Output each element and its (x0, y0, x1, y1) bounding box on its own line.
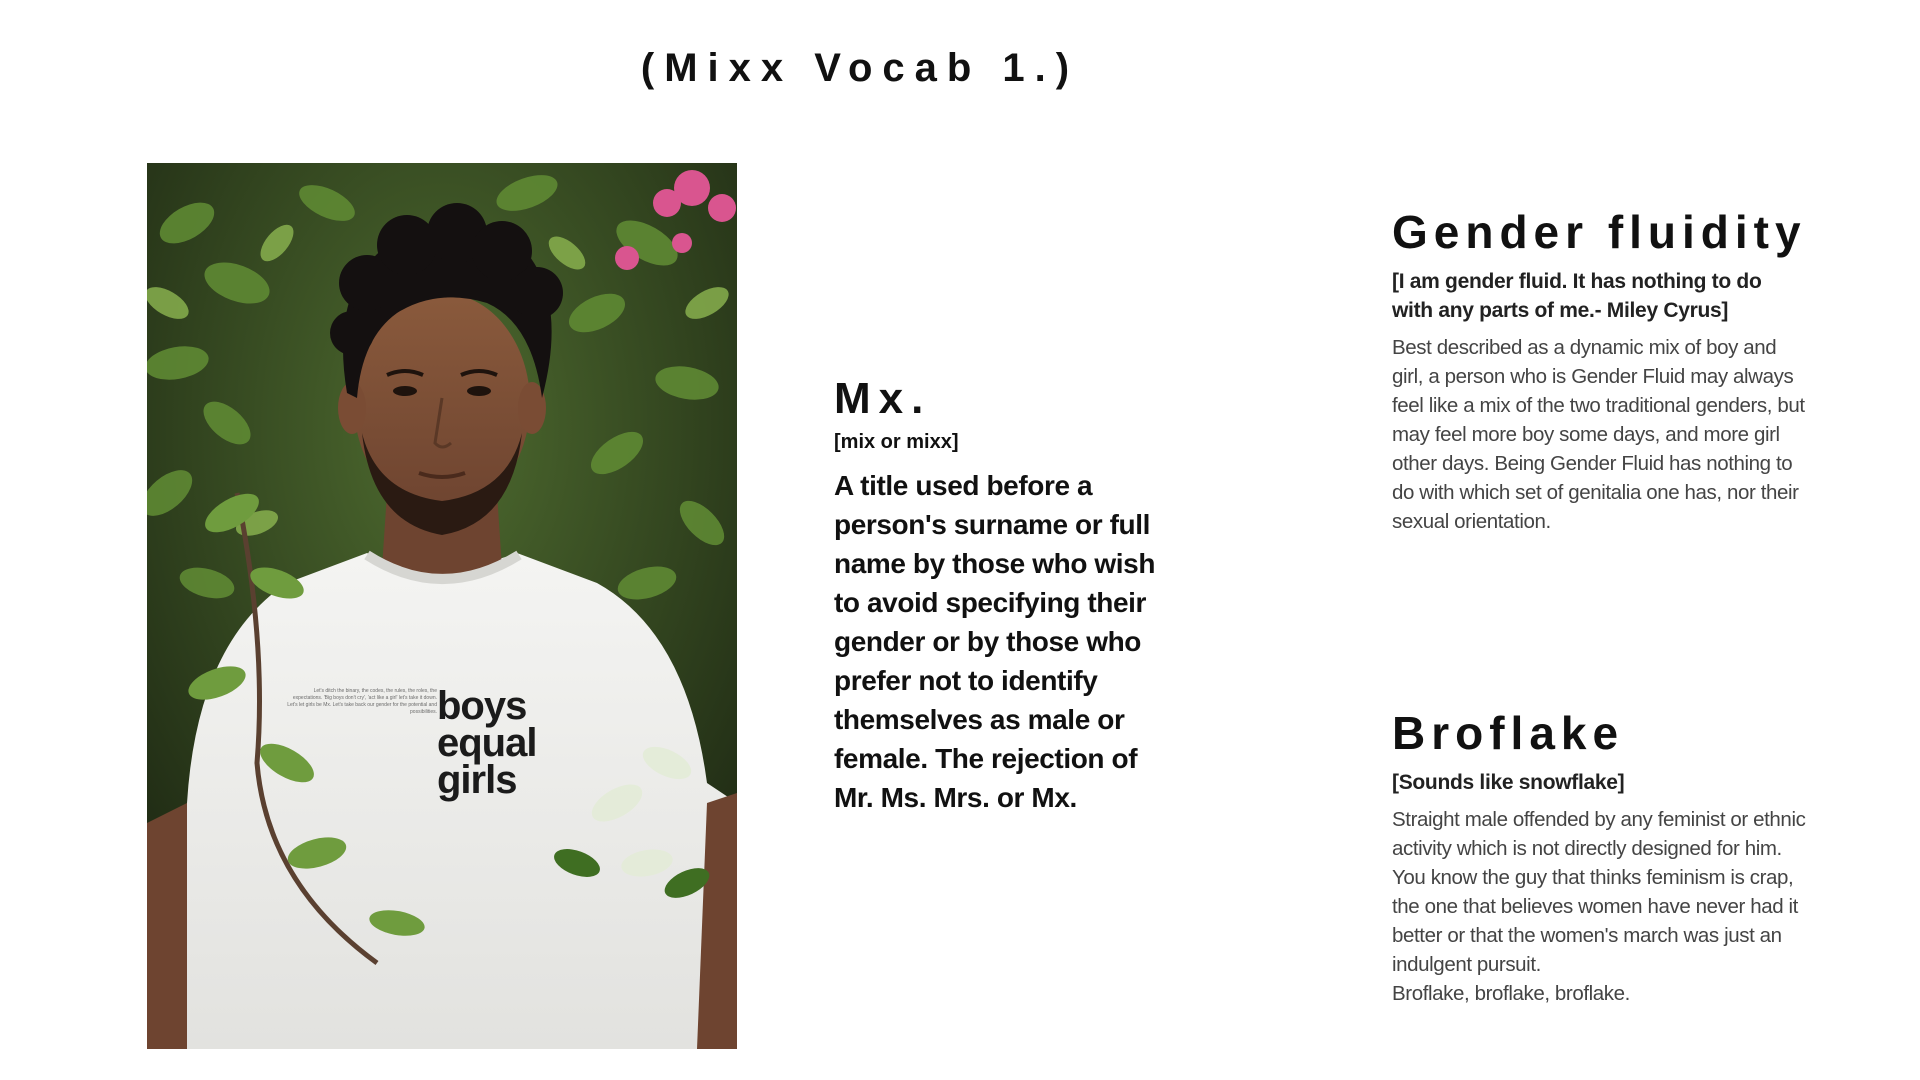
mx-term: Mx. (834, 374, 932, 423)
broflake-description-p3: Broflake, broflake, broflake. (1392, 982, 1630, 1005)
mx-definition: A title used before a person's surname or full name by those who wish to avoid specifying their gender or by those who prefer not to identify themselves as male or female. The rejection of Mr. Ms. Mrs. or Mx. (834, 470, 1156, 813)
portrait-photo (147, 163, 737, 1049)
shirt-fine-print: Let's ditch the binary, the codes, the rules, the roles, the expectations. 'Big boys don't cry', 'act like a girl' let's take it down. Let's let girls be Mx. Let's take back our gender for the potential and possibilities. (287, 688, 437, 715)
shirt-print-line: girls (437, 758, 517, 802)
broflake-term: Broflake (1392, 707, 1625, 759)
mx-entry (834, 372, 1174, 817)
shirt-print (437, 684, 577, 802)
gender-fluidity-quote-line: with any parts of me.- Miley Cyrus] (1392, 299, 1729, 322)
broflake-description (1392, 805, 1812, 1008)
broflake-description-p1: Straight male offended by any feminist or ethnic activity which is not directly designed for him. (1392, 808, 1806, 860)
shirt-print-line: equal (437, 721, 537, 765)
gender-fluidity-quote (1392, 267, 1812, 325)
page-title: (Mixx Vocab 1.) (640, 46, 1080, 90)
mx-pronunciation: [mix or mixx] (834, 431, 959, 453)
gender-fluidity-description: Best described as a dynamic mix of boy and girl, a person who is Gender Fluid may always feel like a mix of the two traditional genders, but may feel more boy some days, and more girl other days. Being Gender Fluid has nothing to do with which set of genitalia one has, nor their sexual orientation. (1392, 336, 1805, 533)
shirt-print-line: boys (437, 684, 527, 728)
broflake-entry (1392, 704, 1812, 1008)
gender-fluidity-quote-line: [I am gender fluid. It has nothing to do (1392, 270, 1762, 293)
broflake-pronunciation: [Sounds like snowflake] (1392, 771, 1625, 794)
gender-fluidity-term: Gender fluidity (1392, 206, 1807, 258)
gender-fluidity-entry (1392, 203, 1812, 536)
broflake-description-p2: You know the guy that thinks feminism is crap, the one that believes women have never had it better or that the women's march was just an indulgent pursuit. (1392, 866, 1798, 976)
